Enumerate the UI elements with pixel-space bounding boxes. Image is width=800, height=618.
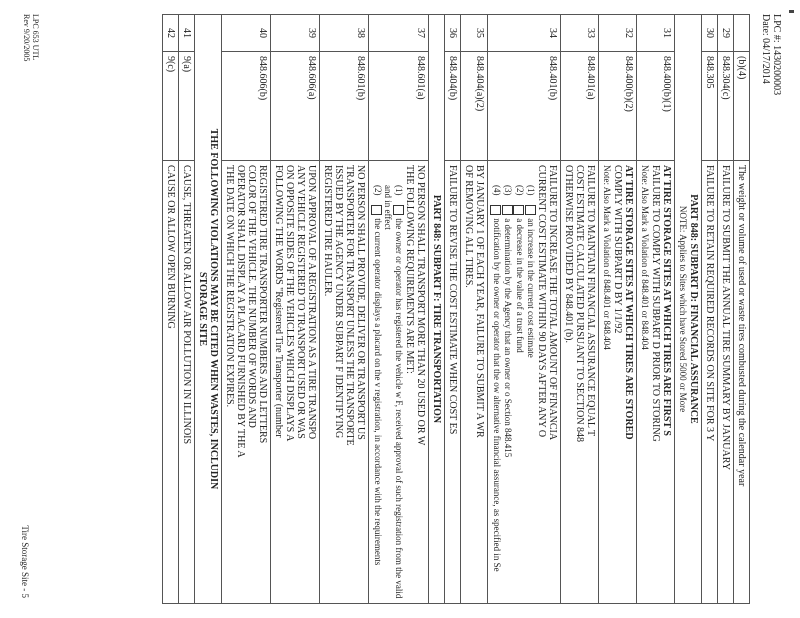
section-header-part-f	[429, 15, 445, 604]
table-row: 29 848.304(c) FAILURE TO SUBMIT THE ANNUAL TIRE SUMMARY BY JANUARY	[718, 15, 734, 604]
bottom-section-title: THE FOLLOWING VIOLATIONS MAY BE CITED WHEN WASTES, INCLUDIN	[208, 128, 220, 490]
checkbox-icon[interactable]	[502, 205, 513, 215]
table-row: 37 848.601(a) NO PERSON SHALL TRANSPORT MORE THAN 20 USED OR W THE FOLLOWING REQUIREMENTS ARE MET: (1) the owner or operator has registered the vehicle w F, received approval of such registration from the valid and in effect (2) the current operator displays a placard on the v registration, in accordance with the requirements	[369, 15, 429, 604]
part-d-note: NOTE: Applies to Sites which have Stored 5000 or More	[678, 205, 688, 413]
table-row: 34 848.401(b) FAILURE TO INCREASE THE TOTAL AMOUNT OF FINANCIA CURRENT COST ESTIMATE WITHIN 90 DAYS AFTER ANY O (1) an increase in the current cost estimate (2) a decrease in the value of a trust fund (3) a determination by the Agency that an owner or o Section 848.415 (4) notification by the owner or operator that the ow alternative financial assurance, as specified in Se	[488, 15, 561, 604]
form-revision: Rev 9/20/2005	[22, 14, 31, 62]
table-row: 38 848.601(b) NO PERSON SHALL PROVIDE, DELIVER OR TRANSPORT US TRANSPORTER FOR TRANSPORT UNLESS THE TRANSPORTE ISSUED BY THE AGENCY UNDER SUBPART F IDENTIFYING REGISTERED TIRE HAULER.	[320, 15, 369, 604]
part-d-title: PART 848: SUBPART D: FINANCIAL ASSURANCE	[688, 194, 699, 424]
table-row: 35 848.404(a)(2) BY JANUARY 1 OF EACH YEAR, FAILURE TO SUBMIT A WR OF REMOVING ALL TIRES.	[461, 15, 488, 604]
table-row: 36 848.404(b) FAILURE TO REVISE THE COST ESTIMATE WHEN COST ES	[445, 15, 461, 604]
checkbox-icon[interactable]	[371, 205, 382, 215]
option-item: (2) a decrease in the value of a trust fund	[514, 185, 525, 353]
part-f-title: PART 848: SUBPART F: TIRE TRANSPORTATION	[429, 15, 445, 604]
form-identifier	[22, 14, 40, 61]
table-row: 32 848.400(b)(2) AT TIRE STORAGE SITES AT WHICH TIRES ARE STORED COMPLY WITH SUBPART D BY 1/1/92 Note: Also Mark a Violation of 848.401 or 848.404	[599, 15, 637, 604]
checkbox-icon[interactable]	[513, 205, 524, 215]
checkbox-icon[interactable]	[490, 205, 501, 215]
checkbox-icon[interactable]	[525, 205, 536, 215]
table-row: 40 848.606(b) REGISTERED TIRE TRANSPORTER NUMBERS AND LETTERS COLOR OF THE VEHICLE. THE NUMBER OF WORDS AND OPERATOR SHALL DISPLAY A PLACARD FURNISHED BY THE A THE DATE ON WHICH THE REGISTRATION EXPIRES.	[222, 15, 271, 604]
checkbox-icon[interactable]	[393, 205, 404, 215]
table-row: (b)(4) The weight or volume of used or waste tires combusted during the calendar year	[734, 15, 750, 604]
table-row: 31 848.400(b)(1) AT TIRE STORAGE SITES AT WHICH TIRES ARE FIRST S FAILURE TO COMPLY WITH SUBPART D PRIOR TO STORING Note: Also Mark a Violation of 848.401 or 848.404	[637, 15, 675, 604]
option-item: (4) notification by the owner or operator that the ow alternative financial assurance, as specified in Se	[491, 185, 502, 572]
row-37-options	[371, 165, 404, 599]
form-id: LPC 653 UTL	[31, 14, 40, 61]
table-row: 41 9(a) CAUSE, THREATEN OR ALLOW AIR POLLUTION IN ILLINOIS	[179, 15, 195, 604]
document-header	[760, 14, 782, 95]
row-34-options	[490, 165, 536, 599]
option-item: (2) the current operator displays a placard on the v registration, in accordance with the requirements	[372, 185, 383, 566]
lpc-number: LPC #: 1430200003	[771, 14, 782, 96]
section-header-part-d	[675, 15, 702, 604]
scan-mark	[789, 10, 794, 13]
document-date: Date: 04/17/2014	[760, 14, 771, 84]
table-row: 30 848.305 FAILURE TO RETAIN REQUIRED RECORDS ON SITE FOR 3 Y	[702, 15, 718, 604]
section-header-bottom	[195, 15, 222, 604]
table-row: 33 848.401(a) FAILURE TO MAINTAIN FINANCIAL ASSURANCE EQUAL T COST ESTIMATE CALCULATED PURSUANT TO SECTION 848 OTHERWISE PROVIDED BY 848.401 (b).	[561, 15, 599, 604]
bottom-section-title-2: STORAGE SITE	[197, 271, 209, 346]
page-footer: Tire Storage Site - 5	[20, 525, 30, 598]
option-item: (3) a determination by the Agency that an owner or o Section 848.415	[503, 185, 514, 458]
option-item: (1) the owner or operator has registered the vehicle w F, received approval of such registration from the valid and in effect	[382, 185, 405, 599]
table-row: 39 848.606(a) UPON APPROVAL OF A REGISTRATION AS A TIRE TRANSPO ANY VEHICLE REGISTERED TO TRANSPORT USED OR WAS ON OPPOSITE SIDES OF THE VEHICLES WHICH DISPLAYS A FOLLOWING THE WORDS "Registered Tire Transporter (number	[271, 15, 320, 604]
option-item: (1) an increase in the current cost estimate	[526, 185, 536, 358]
violations-table	[162, 14, 750, 604]
table-row: 42 9(c) CAUSE OR ALLOW OPEN BURNING	[163, 15, 179, 604]
